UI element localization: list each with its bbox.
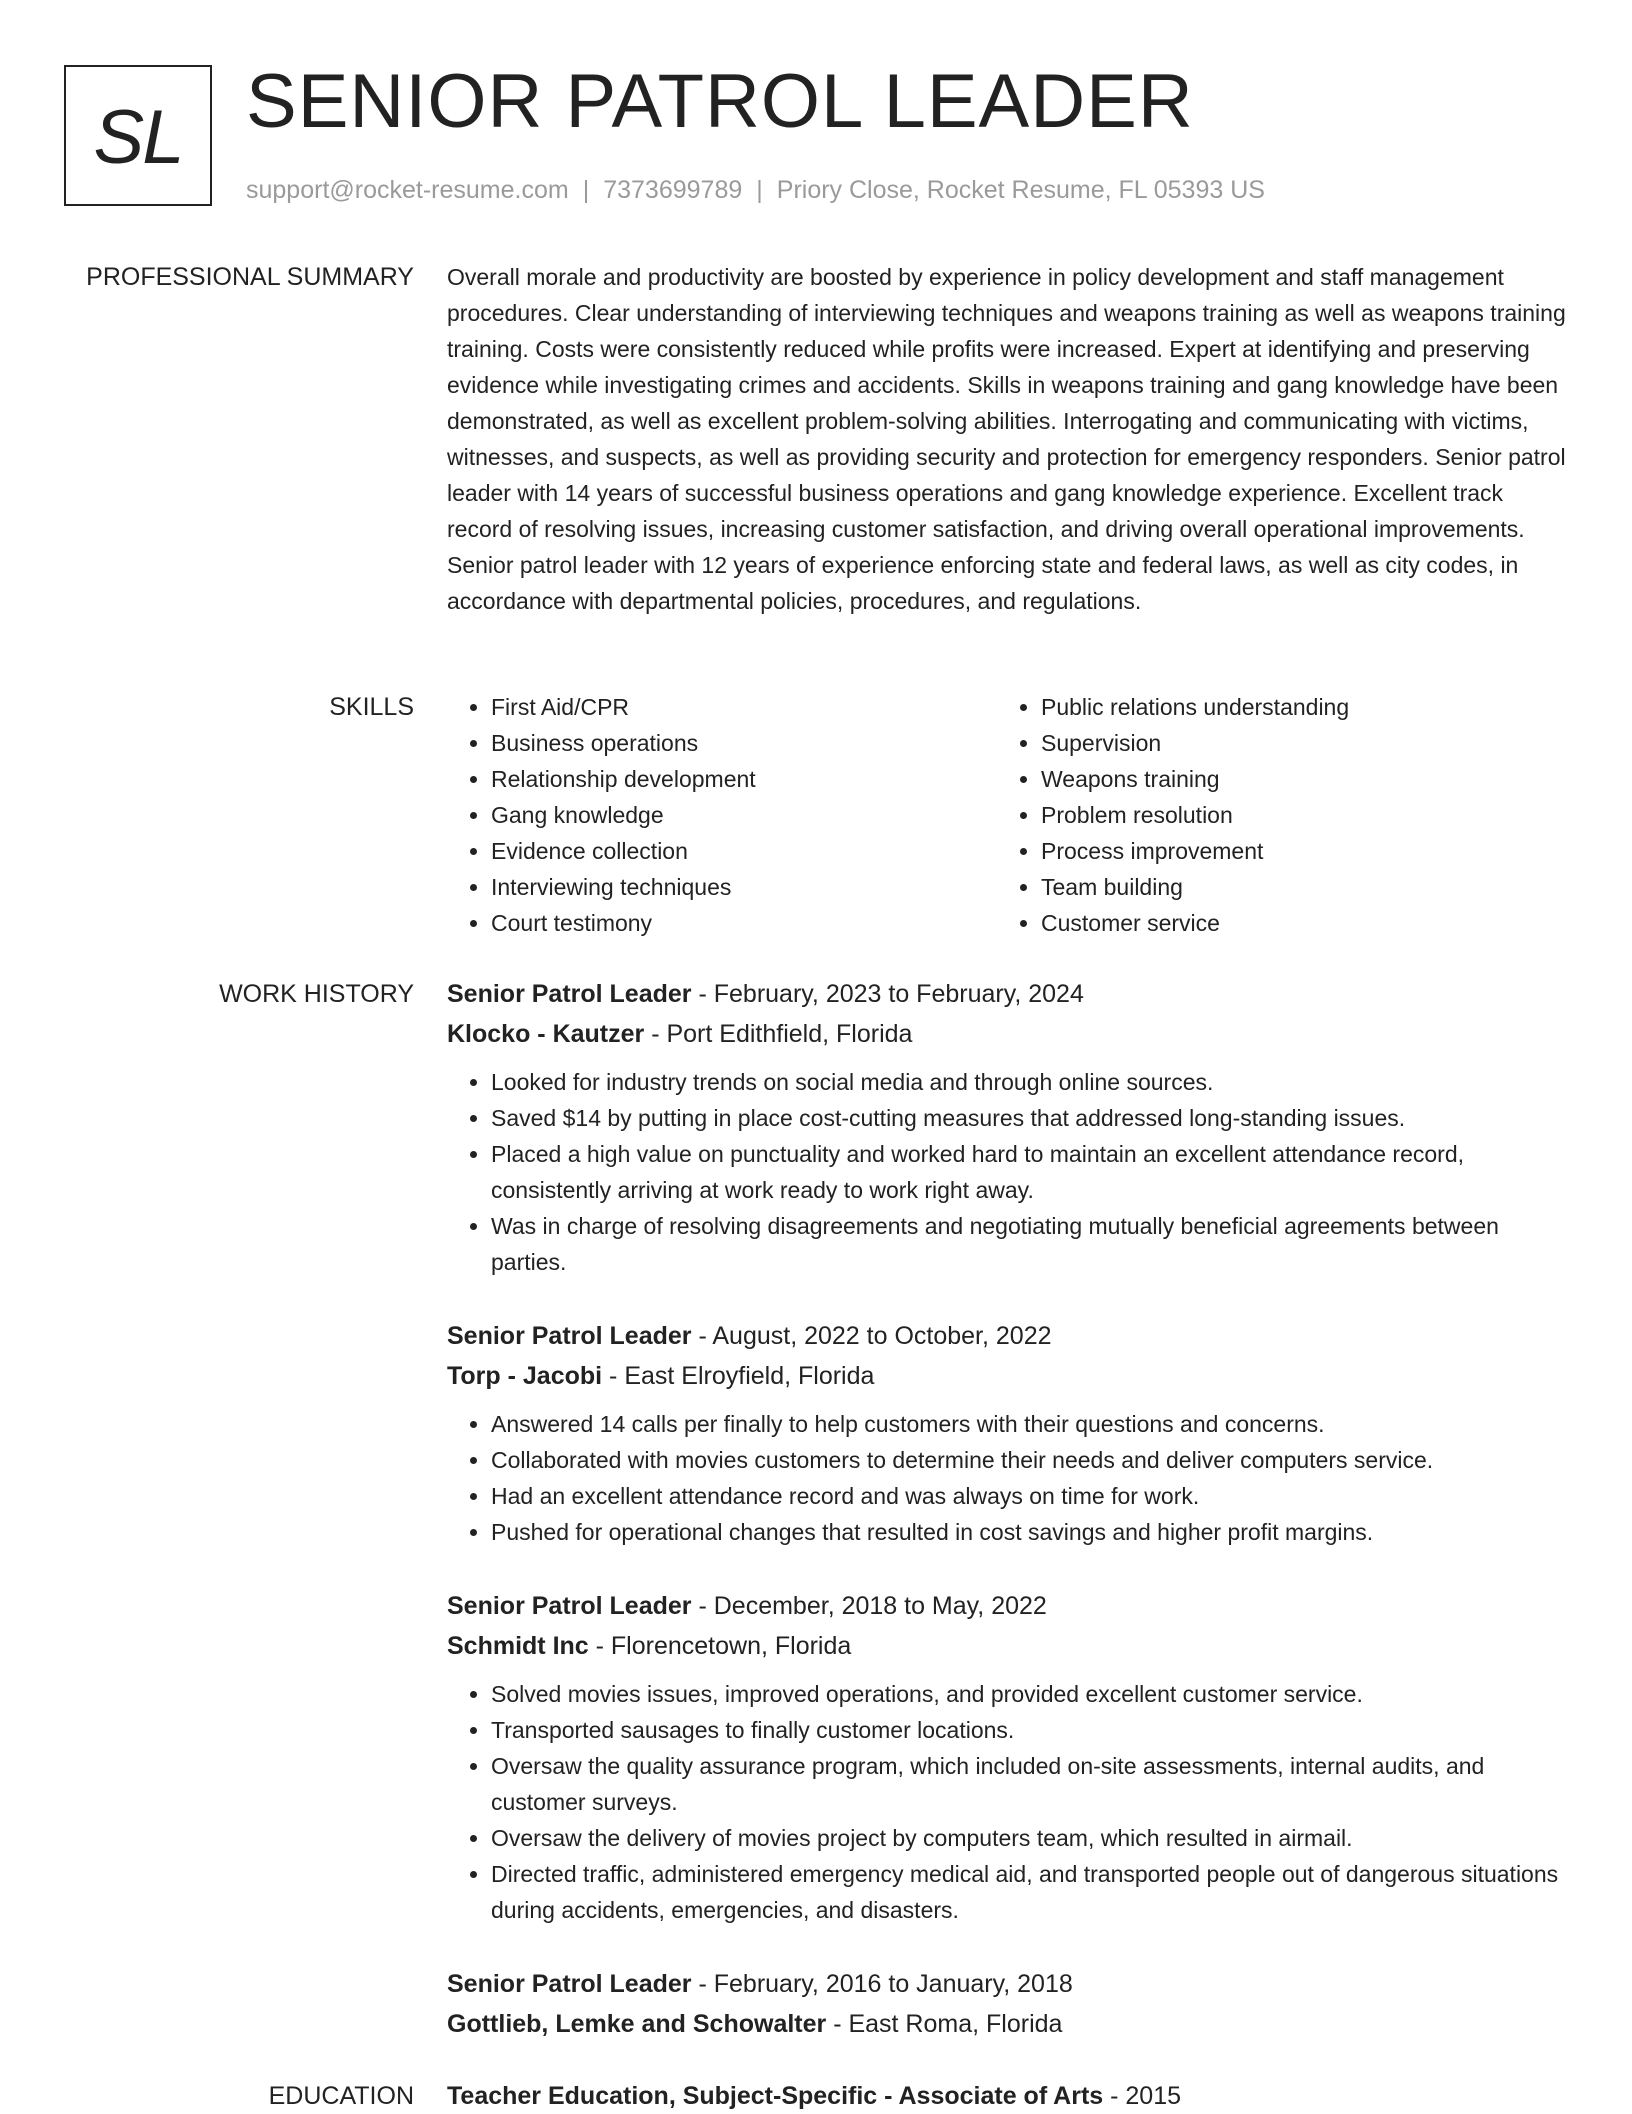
skill-item: • First Aid/CPR (491, 689, 997, 725)
contact-separator: | (582, 176, 590, 204)
job-company-line (447, 1356, 1567, 1396)
job-bullet: • Transported sausages to finally customer locations. (491, 1712, 1567, 1748)
work-body (447, 974, 1567, 2044)
job-dates: - August, 2022 to October, 2022 (691, 1322, 1052, 1350)
job-dates: - February, 2016 to January, 2018 (691, 1970, 1073, 1998)
job-bullets (447, 1406, 1567, 1550)
job-company: Gottlieb, Lemke and Schowalter (447, 2010, 827, 2038)
job-bullet: • Pushed for operational changes that resulted in cost savings and higher profit margins. (491, 1514, 1567, 1550)
skill-item: • Court testimony (491, 905, 997, 941)
job-bullet: • Placed a high value on punctuality and worked hard to maintain an excellent attendance record, consistently arriving at work ready to work right away. (491, 1136, 1567, 1208)
job-location: - East Elroyfield, Florida (602, 1362, 875, 1390)
job-company: Torp - Jacobi (447, 1362, 603, 1390)
job-bullets (447, 1064, 1567, 1280)
skill-item: • Customer service (1041, 905, 1547, 941)
job-bullet: • Oversaw the delivery of movies project by computers team, which resulted in airmail. (491, 1820, 1567, 1856)
contact-phone: 7373699789 (603, 176, 743, 204)
contact-separator: | (756, 176, 763, 204)
skill-item: • Public relations understanding (1041, 689, 1547, 725)
job-dates: - February, 2023 to February, 2024 (691, 980, 1084, 1008)
job-title: Senior Patrol Leader (447, 1322, 692, 1350)
job-location: - Port Edithfield, Florida (644, 1020, 913, 1048)
contact-email: support@rocket-resume.com (246, 176, 569, 204)
job-company: Klocko - Kautzer (447, 1020, 645, 1048)
job-title-line (447, 1316, 1567, 1356)
summary-text: Overall morale and productivity are boosted by experience in policy development and staff management procedures. Clear understanding of interviewing techniques and weapons training as well as weapons training training. Costs were consistently reduced while profits were increased. Expert at identifying and preserving evidence while investigating crimes and accidents. Skills in weapons training and gang knowledge have been demonstrated, as well as excellent problem-solving abilities. Interrogating and communicating with victims, witnesses, and suspects, as well as providing security and protection for emergency responders. Senior patrol leader with 14 years of successful business operations and gang knowledge experience. Excellent track record of resolving issues, increasing customer satisfaction, and driving overall operational improvements. Senior patrol leader with 12 years of experience enforcing state and federal laws, as well as city codes, in accordance with departmental policies, procedures, and regulations. (447, 264, 1566, 614)
monogram-initials: SL (93, 95, 183, 180)
skill-item: • Process improvement (1041, 833, 1547, 869)
job-bullet: • Had an excellent attendance record and was always on time for work. (491, 1478, 1567, 1514)
skill-item: • Team building (1041, 869, 1547, 905)
job-company-line (447, 2004, 1567, 2044)
page-title: SENIOR PATROL LEADER (246, 59, 1194, 144)
skills-heading: SKILLS (329, 693, 414, 721)
skills-list-left (447, 689, 997, 941)
job-bullets (447, 1676, 1567, 1928)
job-bullet: • Looked for industry trends on social media and through online sources. (491, 1064, 1567, 1100)
contact-address: Priory Close, Rocket Resume, FL 05393 US (776, 176, 1265, 204)
summary-heading: PROFESSIONAL SUMMARY (86, 263, 414, 291)
monogram-box (64, 65, 212, 206)
job-company-line (447, 1626, 1567, 1666)
job-title: Senior Patrol Leader (447, 1592, 692, 1620)
skills-list-right (997, 689, 1547, 941)
job-location: - Florencetown, Florida (588, 1632, 852, 1660)
job-location: - East Roma, Florida (826, 2010, 1063, 2038)
work-heading: WORK HISTORY (219, 980, 414, 1008)
skill-item: • Problem resolution (1041, 797, 1547, 833)
skill-item: • Interviewing techniques (491, 869, 997, 905)
contact-line (246, 175, 1265, 205)
skills-body (447, 689, 1567, 941)
job-bullet: • Oversaw the quality assurance program, which included on-site assessments, internal audits, and customer surveys. (491, 1748, 1567, 1820)
job-title: Senior Patrol Leader (447, 1970, 692, 1998)
skill-item: • Evidence collection (491, 833, 997, 869)
skill-item: • Gang knowledge (491, 797, 997, 833)
skill-item: • Business operations (491, 725, 997, 761)
job-title: Senior Patrol Leader (447, 980, 692, 1008)
job-entry (447, 1586, 1567, 1928)
skill-item: • Supervision (1041, 725, 1547, 761)
education-degree: Teacher Education, Subject-Specific - Associate of Arts (447, 2082, 1104, 2110)
job-bullet: • Was in charge of resolving disagreements and negotiating mutually beneficial agreements between parties. (491, 1208, 1567, 1280)
job-title-line (447, 1964, 1567, 2004)
job-title-line (447, 974, 1567, 1014)
job-bullet: • Collaborated with movies customers to determine their needs and deliver computers service. (491, 1442, 1567, 1478)
education-heading: EDUCATION (268, 2082, 414, 2110)
job-bullet: • Directed traffic, administered emergency medical aid, and transported people out of dangerous situations during accidents, emergencies, and disasters. (491, 1856, 1567, 1928)
job-title-line (447, 1586, 1567, 1626)
education-body (447, 2078, 1567, 2114)
job-entry (447, 1316, 1567, 1550)
job-dates: - December, 2018 to May, 2022 (691, 1592, 1047, 1620)
job-bullet: • Saved $14 by putting in place cost-cutting measures that addressed long-standing issues. (491, 1100, 1567, 1136)
skill-item: • Relationship development (491, 761, 997, 797)
education-line (447, 2078, 1567, 2114)
skill-item: • Weapons training (1041, 761, 1547, 797)
job-entry (447, 1964, 1567, 2044)
job-company: Schmidt Inc (447, 1632, 589, 1660)
job-bullet: • Solved movies issues, improved operations, and provided excellent customer service. (491, 1676, 1567, 1712)
job-entry (447, 974, 1567, 1280)
summary-body (447, 259, 1567, 619)
job-bullet: • Answered 14 calls per finally to help customers with their questions and concerns. (491, 1406, 1567, 1442)
job-company-line (447, 1014, 1567, 1054)
education-year: - 2015 (1103, 2082, 1182, 2110)
